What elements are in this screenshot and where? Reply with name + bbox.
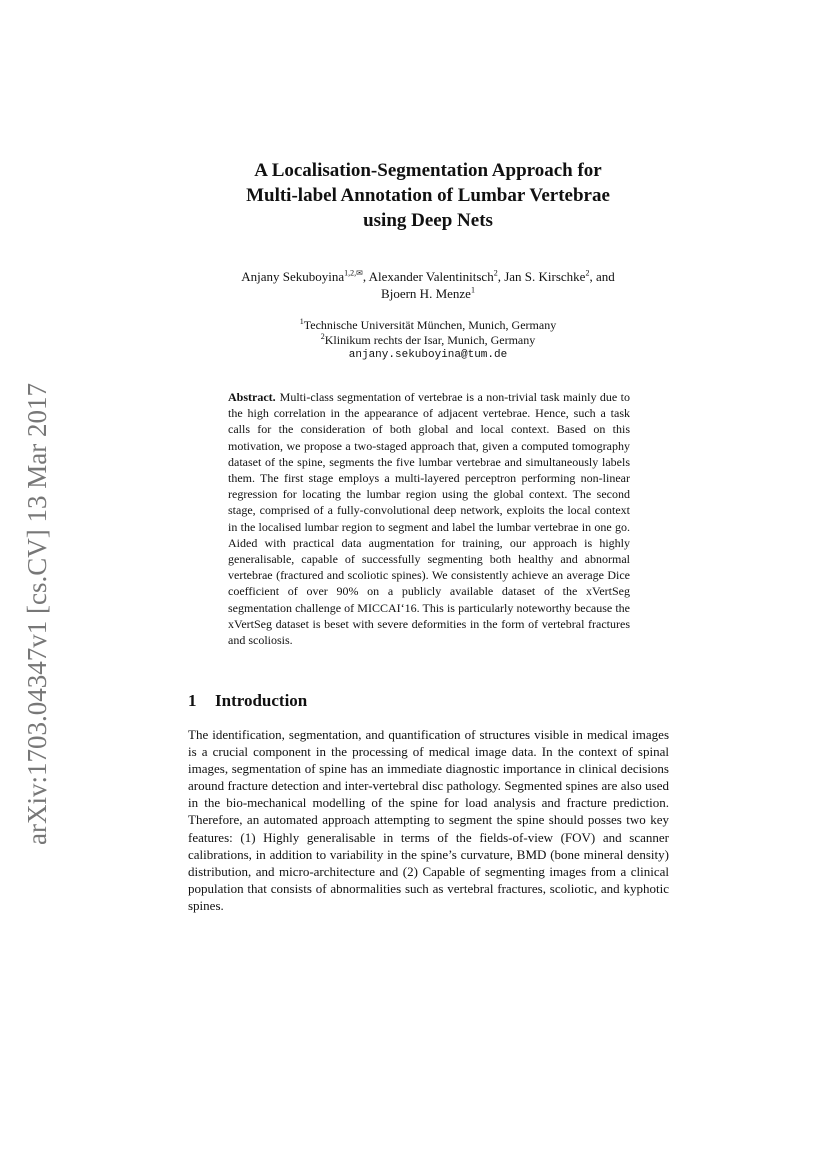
abstract	[228, 389, 630, 648]
title-line: Multi-label Annotation of Lumbar Vertebrae	[246, 185, 610, 206]
affiliation-mark: 1	[299, 317, 304, 326]
author-affiliation-mark: 2	[493, 268, 498, 278]
arxiv-identifier: arXiv:1703.04347v1 [cs.CV] 13 Mar 2017	[22, 383, 52, 845]
affiliation-text: Technische Universität München, Munich, Germany	[303, 318, 557, 332]
author-email: anjany.sekuboyina@tum.de	[348, 349, 508, 361]
title-line: using Deep Nets	[363, 210, 493, 231]
affiliation-block	[180, 318, 676, 363]
affiliation-line	[180, 318, 676, 333]
author-affiliation-mark: 2	[585, 268, 590, 278]
title-line: A Localisation-Segmentation Approach for	[254, 160, 602, 181]
affiliation-mark: 2	[320, 332, 325, 341]
author-affiliation-mark: 1,2,✉	[344, 268, 363, 278]
author-name: , Alexander Valentinitsch	[362, 269, 494, 284]
abstract-text: Multi-class segmentation of vertebrae is a non-trivial task mainly due to the high correlation in the appearance of adjacent vertebrae. Hence, such a task calls for the consideration of both global and local context. Based on this motivation, we propose a two-staged approach that, given a computed tomography dataset of the spine, segments the five lumbar vertebrae and simultaneously labels them. The first stage employs a multi-layered perceptron performing non-linear regression for locating the lumbar region using the global context. The second stage, comprised of a fully-convolutional deep network, exploits the local context in the localised lumbar region to segment and label the lumbar vertebrae in one go. Aided with practical data augmentation for training, our approach is highly generalisable, capable of successfully segmenting both healthy and abnormal vertebrae (fractured and scoliotic spines). We consistently achieve an average Dice coefficient of over 90% on a publicly available dataset of the xVertSeg segmentation challenge of MICCAI‘16. This is particularly noteworthy because the xVertSeg dataset is beset with severe deformities in the form of vertebral fractures and scoliosis.	[228, 390, 630, 648]
affiliation-line	[180, 333, 676, 348]
author-line	[180, 285, 676, 302]
author-affiliation-mark: 1	[470, 285, 475, 295]
section-title: Introduction	[215, 691, 308, 710]
author-name: Bjoern H. Menze	[381, 286, 471, 301]
paper-title	[180, 158, 676, 233]
affiliation-text: Klinikum rechts der Isar, Munich, Germany	[324, 333, 536, 347]
author-name: Anjany Sekuboyina	[241, 269, 345, 284]
section-heading	[188, 691, 307, 711]
section-number: 1	[188, 691, 197, 710]
author-list	[180, 268, 676, 302]
author-name: , Jan S. Kirschke	[497, 269, 586, 284]
author-separator: , and	[589, 269, 615, 284]
introduction-paragraph: The identification, segmentation, and quantification of structures visible in medical images is a crucial component in the processing of medical image data. In the context of spinal images, segmentation of spine has an immediate diagnostic importance in clinical decisions around fracture detection and inter-vertebral disc pathology. Segmented spines are also used in the bio-mechanical modelling of the spine for load analysis and fracture prediction. Therefore, an automated approach attempting to segment the spine should posses two key features: (1) Highly generalisable in terms of the fields-of-view (FOV) and scanner calibrations, in addition to variability in the spine’s curvature, BMD (bone mineral density) distribution, and micro-architecture and (2) Capable of segmenting images from a clinical population that consists of abnormalities such as vertebral fractures, scoliotic, and kyphotic spines.	[188, 727, 669, 913]
author-line	[180, 268, 676, 285]
abstract-label: Abstract.	[228, 390, 276, 404]
